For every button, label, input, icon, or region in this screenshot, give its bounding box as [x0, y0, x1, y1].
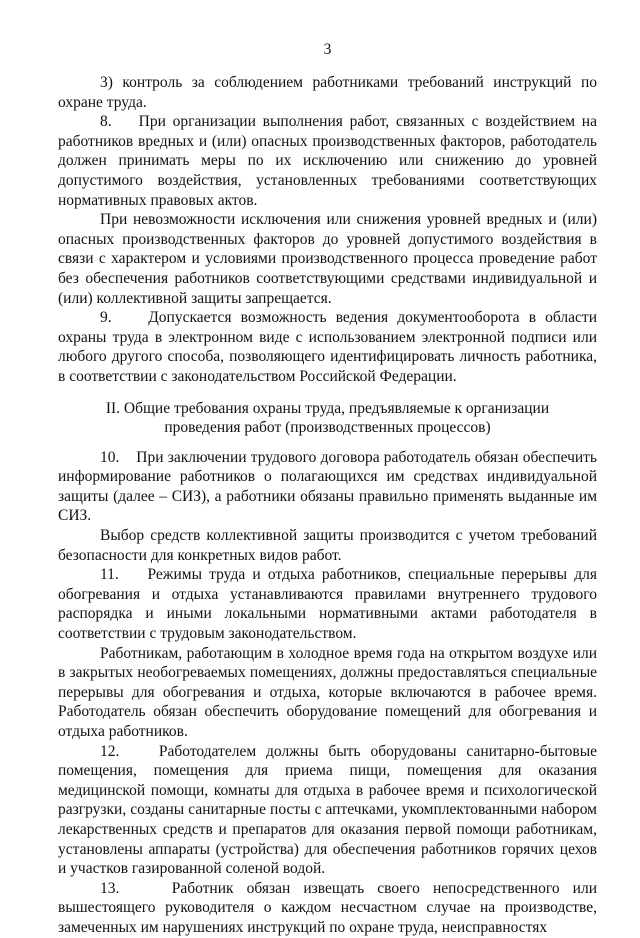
paragraph-clause-11-continued: Работникам, работающим в холодное время года на открытом воздухе или в закрытых необогреваемых помещениях, должны предоставляться специальные перерывы для обогревания и отдыха, которые включаются в рабочее время. Работодатель обязан обеспечить оборудование помещений для обогревания и отдыха работников.	[58, 644, 597, 740]
paragraph-clause-8-continued: При невозможности исключения или снижения уровней вредных и (или) опасных производственных факторов до уровней допустимого воздействия в связи с характером и условиями производственного процесса проведение работ без обеспечения работников соответствующими средствами индивидуальной и (или) коллективной защиты запрещается.	[58, 211, 597, 307]
paragraph-clause-13: 13. Работник обязан извещать своего непосредственного или вышестоящего руководителя о каждом несчастном случае на производстве, замеченных им нарушениях инструкций по охране труда, неисправностях	[58, 879, 597, 936]
section-title: II. Общие требования охраны труда, предъявляемые к организации проведения работ (производственных процессов)	[105, 399, 550, 437]
paragraph-clause-12: 12. Работодателем должны быть оборудованы санитарно-бытовые помещения, помещения для приема пищи, помещения для оказания медицинской помощи, комнаты для отдыха в рабочее время и психологической разгрузки, созданы санитарные посты с аптечками, укомплектованными набором лекарственных средств и препаратов для оказания первой помощи работникам, установлены аппараты (устройства) для обеспечения работников горячих цехов и участков газированной соленой водой.	[58, 742, 597, 878]
paragraph-clause-11: 11. Режимы труда и отдыха работников, специальные перерывы для обогревания и отдыха устанавливаются правилами внутреннего трудового распорядка и иными локальными нормативными актами работодателя в соответствии с трудовым законодательством.	[58, 566, 597, 643]
document-body	[58, 73, 597, 938]
paragraph-clause-10-continued: Выбор средств коллективной защиты производится с учетом требований безопасности для конкретных видов работ.	[58, 527, 597, 564]
paragraph-clause-10: 10. При заключении трудового договора работодатель обязан обеспечить информирование работников о полагающихся им средствах индивидуальной защиты (далее – СИЗ), а работники обязаны правильно применять выданные им СИЗ.	[58, 448, 597, 525]
page-number: 3	[323, 41, 332, 58]
paragraph-item-3: 3) контроль за соблюдением работниками требований инструкций по охране труда.	[58, 74, 597, 111]
paragraph-clause-8: 8. При организации выполнения работ, связанных с воздействием на работников вредных и (или) опасных производственных факторов, работодатель должен принимать меры по их исключению или снижению до уровней допустимого воздействия, установленных требованиями соответствующих нормативных правовых актов.	[58, 113, 597, 209]
paragraph-clause-9: 9. Допускается возможность ведения документооборота в области охраны труда в электронном виде с использованием электронной подписи или любого другого способа, позволяющего идентифицировать личность работника, в соответствии с законодательством Российской Федерации.	[58, 309, 597, 385]
